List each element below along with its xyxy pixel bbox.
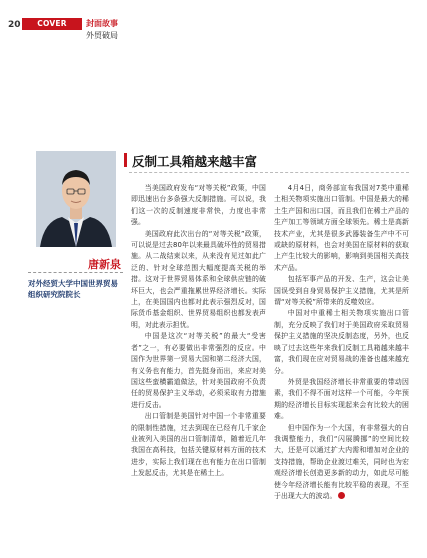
paragraph: 包括军事产品的开发、生产，这会让美国误受到自身贸易保护主义措施，尤其是所谓“对等关税”所带来的反噬效应。 <box>274 275 409 307</box>
paragraph: 当美国政府发布“对等关税”政策，中国即迅速出台多条强大反制措施。可以说，我们这一次的反制速度非常快，力度也非常强。 <box>131 184 266 227</box>
paragraph-last <box>274 423 409 503</box>
article-column-left <box>131 183 266 480</box>
article-title: 反制工具箱越来越丰富 <box>132 154 258 169</box>
title-divider <box>129 172 409 173</box>
name-bar <box>28 256 123 273</box>
paragraph: 中国是这次“对等关税”的最大“受害者”之一，有必要做出非常强烈的反应。中国作为世界第一贸易大国和第二经济大国，有义务也有能力，首先挺身而出，来应对美国这些蛮横霸道做法，针对美国政府不负责任的贸易保护主义举动，必须采取有力措施进行反击。 <box>131 332 266 409</box>
section-tag: COVER STORY <box>22 18 82 30</box>
profile-bio: 对外经贸大学中国世界贸易组织研究院院长 <box>28 279 118 299</box>
paragraph: 出口管制是美国针对中国一个非常重要的限制性措施，过去到现在已经有几千家企业被列入美国的出口管制清单，随着近几年我国在高科技，包括关键原材料方面的技术进步，实际上我们现在也有能力在出口管制上发起反击，尤其是在稀土上。 <box>131 412 266 478</box>
page-header <box>0 0 427 40</box>
profile-name: 唐新泉 <box>88 258 121 271</box>
subsection-title: 外贸破局 <box>86 31 118 40</box>
paragraph: 4月4日，商务部宣布我国对7类中重稀土相关物项实施出口管制。中国是最大的稀土生产国和出口国，而且我们在稀土产品的生产加工等领域方面全球领先。稀土是高新技术产业，尤其是很多武器装备生产中不可或缺的原材料，也会对美国在原材料的获取上产生比较大的影响，影响到美国相关高技术产品。 <box>274 184 409 272</box>
paragraph: 美国政府此次出台的“对等关税”政策，可以说是过去80年以来最具破坏性的贸易措施。从二战结束以来，从来没有见过如此广泛的、针对全球范围大幅度提高关税的举措。这对于世界贸易体系和全球供应链的破坏巨大，也会严重拖累世界经济增长。实际上，在美国国内也都对此表示强烈反对，国际货币基金组织、世界贸易组织也都发表声明，对此表示担忧。 <box>131 229 266 329</box>
paragraph: 中国对中重稀土相关物项实施出口管制，充分反映了我们对于美国政府采取贸易保护主义措施的坚决反制态度，另外，也反映了过去这些年来我们反制工具箱越来越丰富，我们现在应对贸易战的准备也越来越充分。 <box>274 309 409 375</box>
page-number: 20 <box>8 20 21 30</box>
end-mark-icon <box>338 492 345 499</box>
article-column-right <box>274 183 409 502</box>
portrait-photo <box>36 151 116 247</box>
paragraph-text: 但中国作为一个大国，有非常强大的自我调整能力，我们“闪展腾挪”的空间比较大，还是可以通过扩大内需和增加对企业的支持措施，帮助企业渡过难关，同时也为宏观经济增长创造更多新的动力，如此尽可能使今年经济增长能有比较平稳的表现，不至于出现大大的波动。 <box>274 423 409 500</box>
section-title: 封面故事 <box>86 19 118 28</box>
paragraph: 外贸是我国经济增长非常重要的带动因素，我们不得不面对这样一个可能，今年预期的经济增长目标实现起来会有比较大的困难。 <box>274 377 409 421</box>
